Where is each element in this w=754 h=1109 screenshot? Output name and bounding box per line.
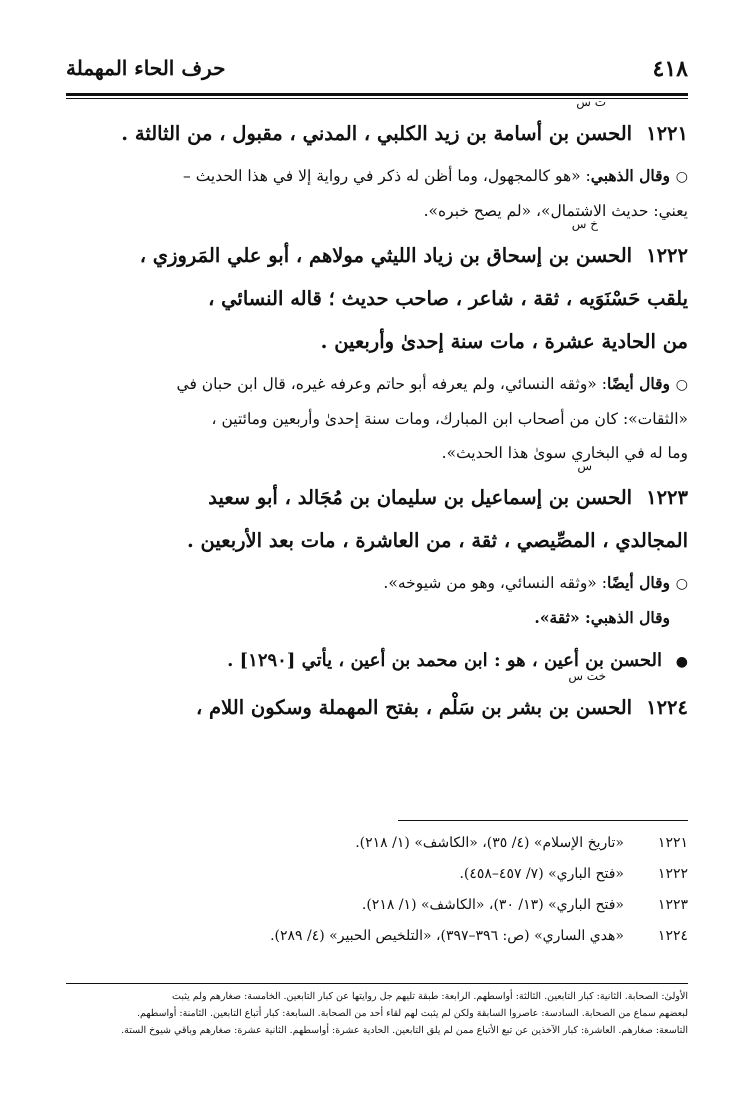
- entry-sigla: ت س: [576, 95, 606, 109]
- footnote: [66, 921, 688, 952]
- footnotes: [66, 828, 688, 952]
- entry-text: المجالدي ، المصِّيصي ، ثقة ، من العاشرة ، مات بعد الأربعين .: [186, 529, 688, 552]
- entry-number: ١٢٢١: [646, 122, 688, 145]
- footnote: [66, 859, 688, 890]
- entry-sigla: س: [577, 459, 592, 473]
- comment-lead: وقال أيضًا: [606, 573, 670, 592]
- main-text: [66, 95, 688, 733]
- footnote-number: ١٢٢١: [657, 835, 688, 851]
- page-header: [66, 52, 688, 88]
- entry-text: بن إسحاق بن زياد الليثي مولاهم ، أبو علي المَروزي ،: [139, 244, 570, 267]
- entry-text: بن أسامة بن زيد الكلبي ، المدني ، مقبول ، من الثالثة .: [121, 122, 570, 145]
- entry-sigla: خ س: [571, 217, 598, 231]
- comment-text: : «هو كالمجهول، وما أظن له ذكر في رواية إلا في هذا الحديث –: [183, 167, 591, 185]
- entry-text: من الحادية عشرة ، مات سنة إحدىٰ وأربعين .: [320, 330, 688, 353]
- running-title: حرف الحاء المهملة: [66, 56, 226, 80]
- biography-entry: [66, 459, 688, 562]
- entry-number: ١٢٢٣: [646, 486, 688, 509]
- legend-line: التاسعة: صغارهم. العاشرة: كبار الآخذين عن تبع الأتباع ممن لم يلق التابعين. الحادية عشرة: أواسطهم. الثانية عشرة: صغارهم وباقي شيوخ الستة.: [121, 1025, 688, 1036]
- entry-name: الحسن: [575, 486, 633, 509]
- comment-text: وقال الذهبي: «ثقة».: [534, 608, 670, 627]
- entry-number: ١٢٢٤: [646, 696, 688, 719]
- entry-name: الحسن: [575, 696, 633, 719]
- footnote: [66, 828, 688, 859]
- filled-dot-bullet-icon: ●: [675, 654, 688, 670]
- footnote-rule: [398, 820, 688, 821]
- commentary: [66, 566, 688, 635]
- comment-lead: وقال الذهبي: [590, 166, 670, 185]
- comment-text: «الثقات»: كان من أصحاب ابن المبارك، ومات سنة إحدىٰ وأربعين ومائتين ،: [211, 410, 688, 428]
- entry-name: الحسن: [575, 244, 633, 267]
- footnote-text: «فتح الباري» (٧/ ٤٥٧–٤٥٨).: [459, 866, 624, 882]
- circle-bullet-icon: ○: [675, 169, 688, 185]
- comment-text: وما له في البخاري سوىٰ هذا الحديث».: [441, 444, 688, 462]
- entry-sigla: خت س: [568, 669, 606, 683]
- entry-text: بن بشر بن سَلْم ، بفتح المهملة وسكون اللام ،: [195, 696, 570, 719]
- entry-name: الحسن: [575, 122, 633, 145]
- legend-line: لبعضهم سماع من الصحابة. السادسة: عاصروا السابقة ولكن لم يثبت لهم لقاء أحد من الصحابة. السابعة: كبار أتباع التابعين. الثامنة: أواسطهم.: [137, 1008, 688, 1019]
- commentary: [66, 367, 688, 470]
- entry-text: بن أعين ، هو : ابن محمد بن أعين ، يأتي [١٢٩٠] .: [227, 650, 604, 671]
- biography-entry: [66, 95, 688, 155]
- entry-number: ١٢٢٢: [646, 244, 688, 267]
- comment-text: : «وثقه النسائي، ولم يعرفه أبو حاتم وعرفه غيره، قال ابن حبان في: [176, 375, 607, 393]
- biography-entry: [66, 217, 688, 363]
- footnote-text: «هدي الساري» (ص: ٣٩٦–٣٩٧)، «التلخيص الحبير» (٤/ ٢٨٩).: [270, 928, 624, 944]
- footnote-number: ١٢٢٤: [657, 928, 688, 944]
- circle-bullet-icon: ○: [675, 576, 688, 592]
- tabaqat-legend: [66, 988, 688, 1039]
- footnote: [66, 890, 688, 921]
- legend-rule: [66, 983, 688, 984]
- comment-text: : «وثقه النسائي، وهو من شيوخه».: [383, 574, 607, 592]
- legend-line: الأولىٰ: الصحابة. الثانية: كبار التابعين. الثالثة: أواسطهم. الرابعة: طبقة تليهم جل روايتها عن كبار التابعين. الخامسة: صغارهم ولم يثبت: [172, 991, 688, 1002]
- entry-name: الحسن: [610, 650, 662, 671]
- footnote-text: «فتح الباري» (١٣/ ٣٠)، «الكاشف» (١/ ٢١٨).: [361, 897, 624, 913]
- circle-bullet-icon: ○: [675, 377, 688, 393]
- entry-text: بن إسماعيل بن سليمان بن مُجَالد ، أبو سعيد: [208, 486, 570, 509]
- entry-text: يلقب حَسْنَوَيه ، ثقة ، شاعر ، صاحب حديث ؛ قاله النسائي ،: [208, 287, 688, 310]
- biography-entry: [66, 669, 688, 729]
- comment-text: يعني: حديث الاشتمال»، «لم يصح خبره».: [423, 202, 688, 220]
- footnote-text: «تاريخ الإسلام» (٤/ ٣٥)، «الكاشف» (١/ ٢١٨).: [355, 835, 624, 851]
- page-number: ٤١٨: [652, 56, 688, 82]
- comment-lead: وقال أيضًا: [606, 374, 670, 393]
- footnote-number: ١٢٢٢: [657, 866, 688, 882]
- footnote-number: ١٢٢٣: [657, 897, 688, 913]
